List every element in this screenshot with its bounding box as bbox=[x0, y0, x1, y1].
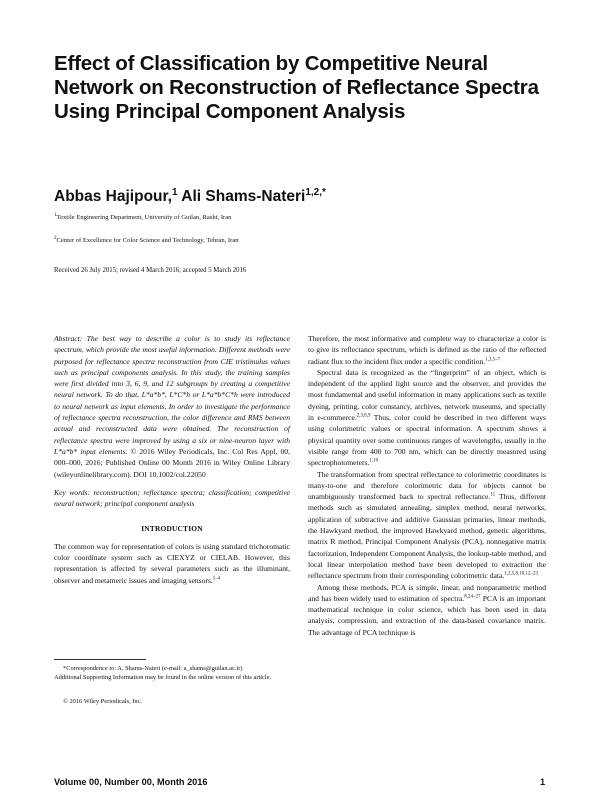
footnote-rule bbox=[54, 659, 146, 660]
left-column bbox=[54, 333, 290, 586]
author-1-affil: 1 bbox=[172, 186, 178, 198]
reference-citation[interactable]: 1–4 bbox=[212, 576, 221, 582]
paragraph: Therefore, the most informative and complete way to characterize a color is to give its reflectance spectrum, which is defined as the ratio of the reflected radiant flux to the incident flux under a specific condition.$^{1,3,5-7}$ bbox=[308, 334, 546, 366]
affiliation-1: $^1$Textile Engineering Department, University of Guilan, Rasht, Iran bbox=[54, 212, 232, 221]
paragraph: The transformation from spectral reflectance to colorimetric coordinates is many-to-one and therefore colorimetric data for objects cannot be unambiguously transformed back to spectral reflectance.$^{11}$ Thus, different methods such as simulated annealing, simplex method, neural networks, application of subtractive and additive Gaussian primaries, linear methods, the Hawkyard method, the improved Hawkyard method, genetic algorithms, matrix R method, Principal Component Analysis (PCA), nonnegative matrix factorization, Independent Component Analysis, the lookup-table method, and local linear interpolation method have been developed to extraction the reflectance spectrum from their corresponding colorimetric data.$^{1,2,5,8,10,12-23}$ bbox=[308, 469, 547, 581]
reference-citation[interactable]: 1,10 bbox=[369, 458, 379, 464]
reference-citation[interactable]: 1,2,5,8,10,12–23 bbox=[504, 571, 539, 577]
right-column bbox=[308, 333, 546, 638]
footnotes bbox=[54, 664, 290, 707]
introduction-paragraph: The common way for representation of colors is using standard trichoromatic color coordinate system such as CIEXYZ or CIELAB. However, this representation is affected by several parameters such as the illuminant, observer and metameric issues and imaging sensors.$^{1-4}$ bbox=[54, 541, 290, 585]
paragraph: Among these methods, PCA is simple, linear, and nonparametric method and has been widely used to estimation of spectra.$^{8,24-27}$ PCA is an important mathematical technique in color science, which has been used in data analysis, compression, and extraction of the data-based covariance matrix. The advantage of PCA technique is bbox=[308, 582, 546, 637]
journal-issue: Volume 00, Number 00, Month 2016 bbox=[54, 777, 208, 787]
keywords: Key words: reconstruction; reflectance spectra; classification; competitive neural network; principal component analysis bbox=[54, 487, 290, 509]
article-dates: Received 26 July 2015; revised 4 March 2016; accepted 5 March 2016 bbox=[54, 267, 247, 274]
affiliation-2: $^2$Center of Excellence for Color Science and Technology, Tehran, Iran bbox=[54, 235, 239, 244]
author-1[interactable]: Abbas Hajipour, bbox=[54, 188, 172, 205]
correspondence-note: *Correspondence to: A. Shams-Nateri (e-mail: a_shams@guilan.ac.ir) bbox=[63, 665, 243, 672]
introduction-heading: INTRODUCTION bbox=[141, 524, 203, 534]
supporting-info-note: Additional Supporting Information may be found in the online version of this article. bbox=[54, 674, 272, 682]
reference-citation[interactable]: 11 bbox=[490, 492, 496, 498]
page-number: 1 bbox=[540, 777, 546, 787]
author-2-affil: 1,2,* bbox=[305, 186, 326, 198]
abstract-citation: © 2016 Wiley Periodicals, Inc. Col Res Appl, 00, 000–000, 2016; Published Online 00 Month 2016 in Wiley Online Library (wileyonlinelibrary.com). DOI 10.1002/col.22050 bbox=[54, 446, 290, 479]
reference-citation[interactable]: 1,3,5–7 bbox=[485, 357, 501, 363]
author-list bbox=[54, 188, 326, 206]
article-title: Effect of Classification by Competitive Neural Network on Reconstruction of Reflectance Spectra Using Principal Component Analysis bbox=[54, 52, 539, 123]
paragraph: Spectral data is recognized as the “fingerprint” of an object, which is independent of the applied light source and the observer, and provides the most fundamental and useful information in many applications such as textile dyeing, printing, color constancy, archives, network museums, and specially in e-commerce.$^{2,3,8,9}$ Thus, color could be described in two different ways using colorimetric values or spectral information. A spectrum shows a physical quantity over some continuous ranges of wavelengths, usually in the visible range from 400 to 700 nm, which can be directly measured using spectrophotometers.$^{1,10}$ bbox=[308, 367, 546, 468]
reference-citation[interactable]: 8,24–27 bbox=[464, 594, 481, 600]
author-2[interactable]: Ali Shams-Nateri bbox=[181, 188, 306, 205]
reference-citation[interactable]: 2,3,8,9 bbox=[356, 413, 371, 419]
copyright-note: © 2016 Wiley Periodicals, Inc. bbox=[63, 698, 143, 706]
abstract: Abstract: The best way to describe a color is to study its reflectance spectrum, which provide the most useful information. Different methods were purposed for reflectance spectra reconstruction from CIE tristimulus values such as principal components analysis. In this study, the training samples were first divided into 3, 6, 9, and 12 subgroups by creating a competitive neural network. To do that, L*a*b*, L*C*h or L*a*b*C*h were introduced to neural network as input elements. In order to investigate the performance of reflectance spectra reconstruction, the color difference and RMS between actual and reconstructed data were obtained. The reconstruction of reflectance spectra were improved by using a six or nine-neuron layer with L*a*b* input elements. © 2016 Wiley Periodicals, Inc. Col Res Appl, 00, 000–000, 2016; Published Online 00 Month 2016 in Wiley Online Library (wileyonlinelibrary.com). DOI 10.1002/col.22050 bbox=[54, 334, 290, 479]
